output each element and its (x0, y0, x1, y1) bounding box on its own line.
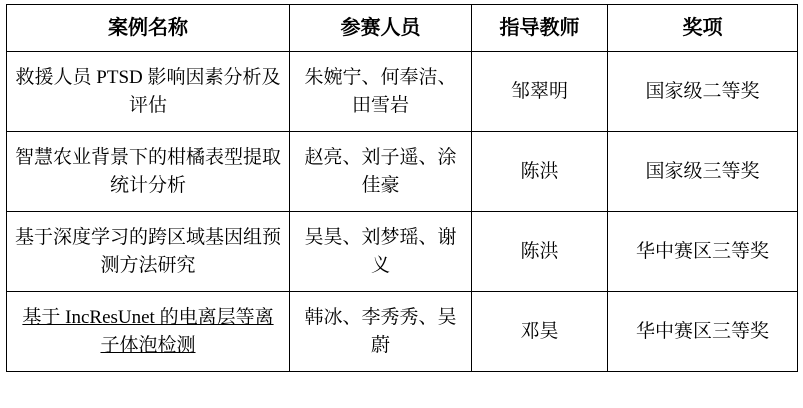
cell-teacher: 陈洪 (472, 132, 608, 212)
award-table (6, 4, 798, 372)
column-header-award: 奖项 (608, 5, 798, 52)
cell-award: 国家级三等奖 (608, 132, 798, 212)
table-header-row (7, 5, 798, 52)
cell-teacher: 邹翠明 (472, 52, 608, 132)
cell-case-name: 基于深度学习的跨区域基因组预测方法研究 (7, 212, 290, 292)
cell-award: 国家级二等奖 (608, 52, 798, 132)
cell-teacher: 邓昊 (472, 292, 608, 372)
column-header-teacher: 指导教师 (472, 5, 608, 52)
column-header-case-name: 案例名称 (7, 5, 290, 52)
cell-case-name: 救援人员 PTSD 影响因素分析及评估 (7, 52, 290, 132)
column-header-members: 参赛人员 (290, 5, 472, 52)
cell-members: 朱婉宁、何奉洁、田雪岩 (290, 52, 472, 132)
table-row (7, 132, 798, 212)
cell-members: 吴昊、刘梦瑶、谢义 (290, 212, 472, 292)
table-body (7, 52, 798, 372)
table-row (7, 212, 798, 292)
table-row (7, 292, 798, 372)
table-header (7, 5, 798, 52)
table-row (7, 52, 798, 132)
cell-teacher: 陈洪 (472, 212, 608, 292)
cell-case-name: 智慧农业背景下的柑橘表型提取统计分析 (7, 132, 290, 212)
cell-members: 韩冰、李秀秀、吴蔚 (290, 292, 472, 372)
cell-case-name: 基于 IncResUnet 的电离层等离子体泡检测 (7, 292, 290, 372)
cell-members: 赵亮、刘子遥、涂佳豪 (290, 132, 472, 212)
cell-award: 华中赛区三等奖 (608, 292, 798, 372)
cell-award: 华中赛区三等奖 (608, 212, 798, 292)
